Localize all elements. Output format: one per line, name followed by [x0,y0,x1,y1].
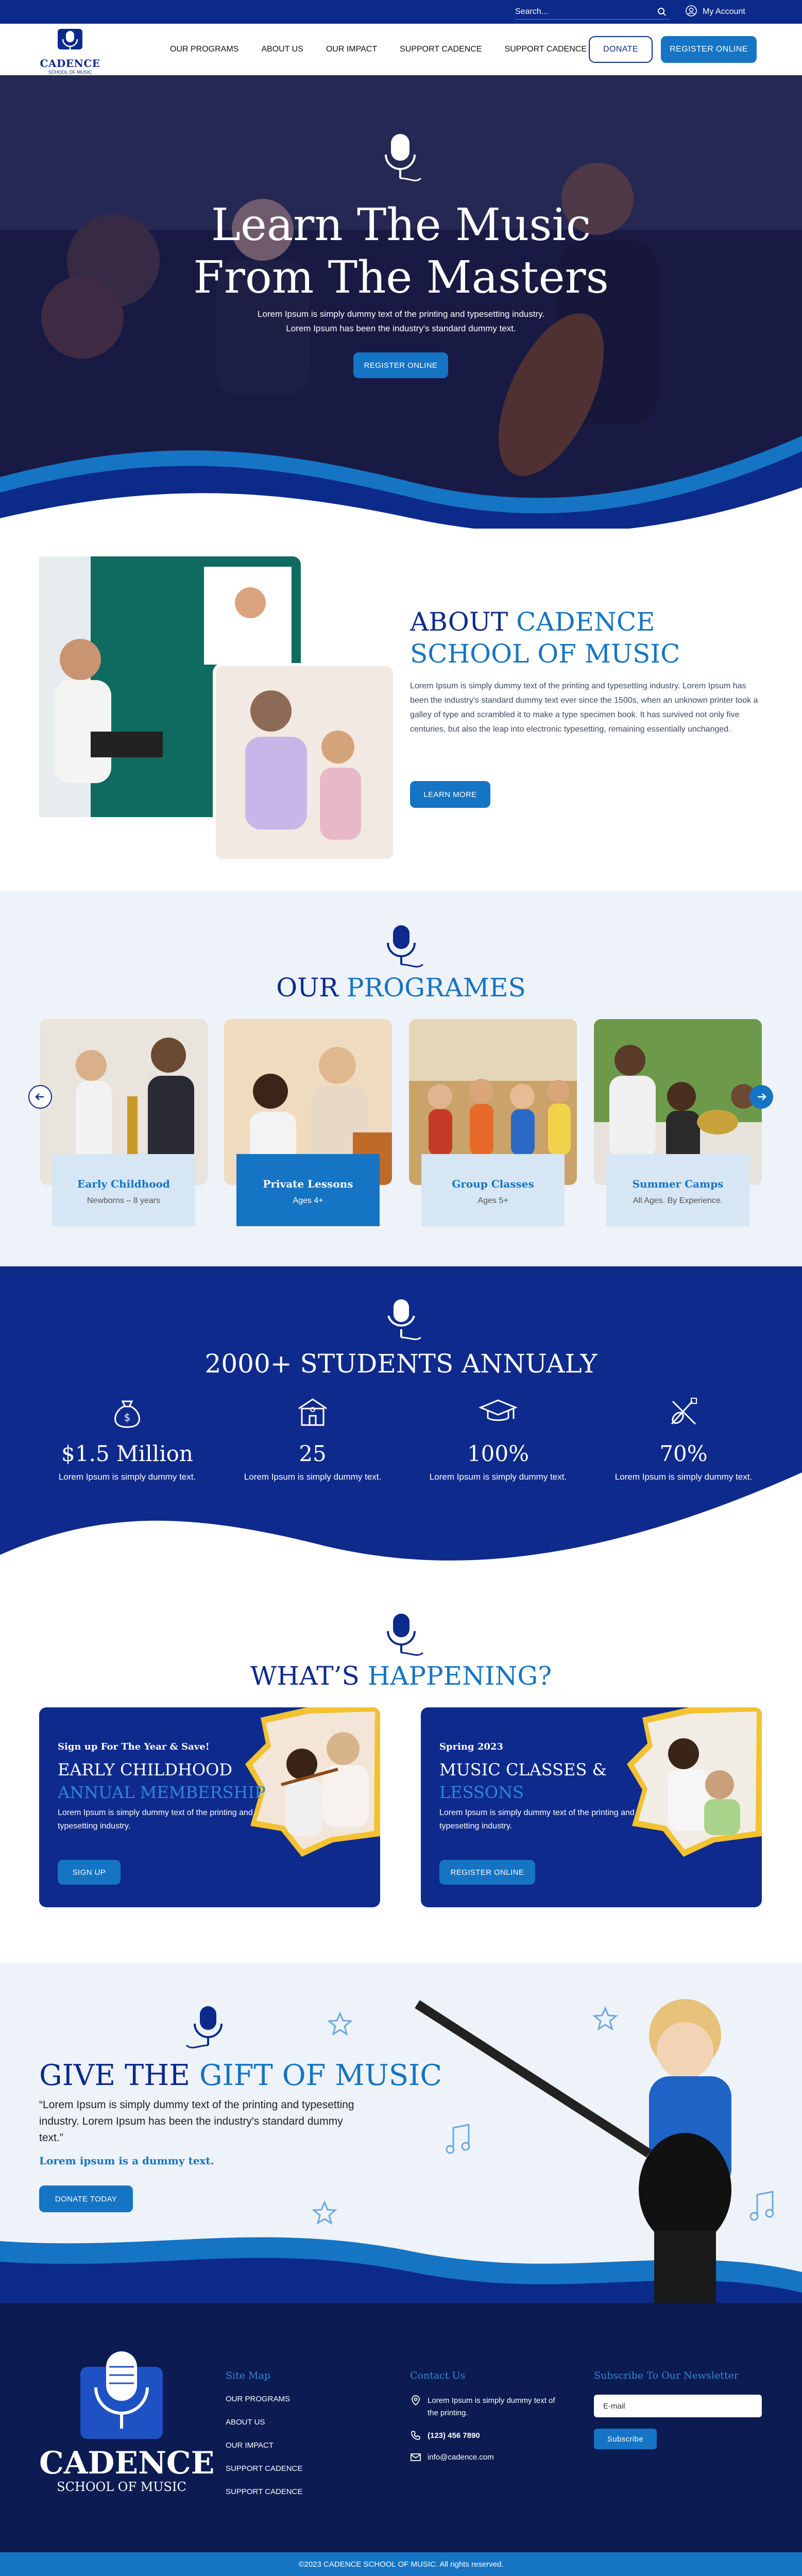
program-ages: Ages 5+ [477,1196,508,1205]
event-photo-starburst [245,1707,380,1857]
money-bag-icon [109,1394,145,1430]
programs-section [0,891,802,1266]
hero-text-line-1: Lorem Ipsum is simply dummy text of the printing and typesetting industry. [257,309,545,319]
footer-link-our-impact[interactable]: OUR IMPACT [226,2441,274,2450]
program-label-card [421,1154,565,1226]
event-text: Lorem Ipsum is simply dummy text of the printing and typesetting industry. [439,1808,635,1831]
hero-title [0,199,802,304]
event-heading-highlight: LESSONS [439,1783,524,1802]
copyright-bar [0,2552,802,2576]
event-photo-starburst [627,1707,762,1857]
stat-description: Lorem Ipsum is simply dummy text. [244,1472,382,1482]
copyright-text: ©2023 CADENCE SCHOOL OF MUSIC. All rights reserved. [298,2560,504,2569]
hero-title-line-1: Learn The Music [211,199,591,251]
footer-logo[interactable] [39,2346,215,2494]
main-header [0,24,802,75]
happening-title-highlight: HAPPENING? [367,1661,552,1691]
event-heading-highlight: ANNUAL MEMBERSHIP [58,1783,266,1802]
happening-section [0,1575,802,1963]
carousel-next-button[interactable] [749,1085,773,1109]
phone-icon [410,2430,421,2441]
program-ages: All Ages. By Experience. [633,1196,723,1205]
programs-title-highlight: PROGRAMES [346,973,526,1003]
event-heading: EARLY CHILDHOOD [58,1760,233,1780]
user-icon [685,5,697,20]
about-title-highlight: CADENCE SCHOOL OF MUSIC [410,607,680,669]
arrow-left-icon [35,1091,46,1103]
instruments-icon [666,1394,702,1430]
hero-text-line-2: Lorem Ipsum has been the industry's standard dummy text. [286,324,516,333]
about-text: Lorem Ipsum is simply dummy text of the printing and typesetting industry. Lorem Ipsum has been the industry's standard dummy text ever since the 1500s, when an unknown printer took a galley of type and scrambled it to make a type specimen book. It has survived not only five centuries, but also the leap into electronic typesetting, remaining essentially unchanged. [410,682,758,734]
footer-link-about-us[interactable]: ABOUT US [226,2418,265,2427]
nav-about-us[interactable]: ABOUT US [261,45,303,54]
program-title: Group Classes [452,1178,534,1190]
program-label-card [236,1154,380,1226]
nav-our-programs[interactable]: OUR PROGRAMS [170,45,239,54]
search-icon[interactable] [657,7,667,19]
donate-today-button[interactable]: DONATE TODAY [39,2185,133,2212]
stat-value: $1.5 Million [61,1441,193,1466]
microphone-icon [381,1297,422,1347]
arrow-right-icon [756,1091,767,1103]
stat-item [42,1394,212,1484]
event-heading: MUSIC CLASSES & [439,1760,607,1780]
stat-value: 25 [299,1441,327,1466]
about-title-prefix: ABOUT [410,607,517,637]
my-account-link[interactable] [685,4,745,20]
stat-item [413,1394,583,1484]
stat-description: Lorem Ipsum is simply dummy text. [615,1472,753,1482]
contact-email-text: info@cadence.com [428,2452,494,2462]
footer-newsletter [594,2370,762,2449]
contact-phone-text: (123) 456 7890 [428,2431,480,2440]
footer-link-our-programs[interactable]: OUR PROGRAMS [226,2395,291,2403]
nav-support-cadence[interactable]: SUPPORT CADENCE [400,45,482,54]
event-card-early-childhood [39,1707,380,1907]
program-title: Early Childhood [77,1178,170,1190]
footer-logo-name: CADENCE [39,2445,215,2481]
program-card-summer-camps[interactable] [594,1019,762,1231]
site-logo[interactable] [39,28,101,75]
hero-register-button[interactable]: REGISTER ONLINE [353,352,448,378]
program-label-card [606,1154,749,1226]
footer-sitemap [226,2370,302,2511]
contact-heading: Contact Us [410,2370,466,2381]
nav-our-impact[interactable]: OUR IMPACT [326,45,378,54]
students-title: 2000+ STUDENTS ANNUALY [204,1349,598,1379]
stat-value: 100% [467,1441,530,1466]
microphone-logo-icon [55,28,86,55]
microphone-icon [379,132,425,189]
stat-description: Lorem Ipsum is simply dummy text. [58,1472,196,1482]
logo-name: CADENCE [40,57,100,70]
newsletter-heading: Subscribe To Our Newsletter [594,2370,739,2381]
give-title [39,2059,442,2092]
register-online-button[interactable]: REGISTER ONLINE [439,1860,535,1885]
event-card-music-classes [421,1707,762,1907]
hero-section [0,75,802,529]
contact-email[interactable] [410,2451,575,2463]
newsletter-email-input[interactable] [594,2395,762,2417]
give-note: Lorem ipsum is a dummy text. [39,2155,214,2167]
email-icon [410,2451,421,2463]
contact-address-text: Lorem Ipsum is simply dummy text of the printing. [428,2396,555,2417]
programs-title-prefix: OUR [276,973,347,1003]
give-quote: “Lorem Ipsum is simply dummy text of the printing and typesetting industry. Lorem Ipsum has been the industry's standard dummy text.” [39,2099,354,2144]
main-nav [170,24,587,75]
program-card-private-lessons[interactable] [224,1019,392,1231]
my-account-label: My Account [703,7,745,16]
program-ages: Ages 4+ [293,1196,323,1205]
students-section [0,1266,802,1575]
logo-subtitle: SCHOOL OF MUSIC [48,70,92,75]
about-photo-collage [39,556,395,860]
program-label-card [52,1154,195,1226]
contact-phone[interactable] [410,2430,575,2441]
search-input[interactable] [515,4,670,20]
donate-button[interactable]: DONATE [589,36,653,63]
learn-more-button[interactable]: LEARN MORE [410,781,490,808]
top-bar [0,0,802,24]
happening-title [0,1661,802,1691]
stat-item [228,1394,398,1484]
footer-link-support-cadence[interactable]: SUPPORT CADENCE [226,2464,303,2473]
search-placeholder: Search... [515,7,549,16]
hero-title-line-2: From The Masters [193,252,609,303]
program-ages: Newborns – 8 years [87,1196,161,1205]
program-card-group-classes[interactable] [409,1019,577,1231]
contact-address [410,2395,575,2419]
footer [0,2303,802,2552]
register-online-button[interactable]: REGISTER ONLINE [661,36,757,63]
footer-link-support-cadence-2[interactable]: SUPPORT CADENCE [226,2487,303,2496]
svg-text:$: $ [124,1411,131,1423]
give-section [0,1963,802,2303]
footer-logo-subtitle: SCHOOL OF MUSIC [57,2480,186,2494]
footer-contact [410,2370,575,2463]
subscribe-button[interactable]: Subscribe [594,2429,657,2449]
program-title: Summer Camps [632,1178,724,1190]
sitemap-heading: Site Map [226,2370,270,2381]
stat-item [599,1394,769,1484]
event-text: Lorem Ipsum is simply dummy text of the printing and typesetting industry. [58,1808,253,1831]
stat-description: Lorem Ipsum is simply dummy text. [429,1472,567,1482]
nav-support-cadence-2[interactable]: SUPPORT CADENCE [504,45,587,54]
happening-title-prefix: WHAT’S [250,1661,368,1691]
about-title [410,606,771,670]
carousel-prev-button[interactable] [28,1085,52,1109]
microphone-logo-icon [75,2346,168,2444]
sign-up-button[interactable]: SIGN UP [58,1860,121,1885]
microphone-icon [379,1612,425,1663]
microphone-icon [379,923,425,975]
about-section [0,529,802,889]
stat-value: 70% [659,1441,708,1466]
location-pin-icon [410,2395,421,2406]
give-title-highlight: GIFT OF MUSIC [199,2059,442,2092]
event-kicker: Sign up For The Year & Save! [58,1741,210,1752]
program-title: Private Lessons [263,1178,353,1190]
newsletter-placeholder: E-mail [603,2401,625,2411]
give-title-prefix: GIVE THE [39,2059,199,2092]
event-kicker: Spring 2023 [439,1741,503,1752]
hero-text [0,307,802,336]
microphone-icon [185,2004,232,2056]
programs-title [0,973,802,1003]
graduation-cap-icon [477,1394,519,1430]
program-card-early-childhood[interactable] [40,1019,208,1231]
school-building-icon [295,1394,331,1430]
